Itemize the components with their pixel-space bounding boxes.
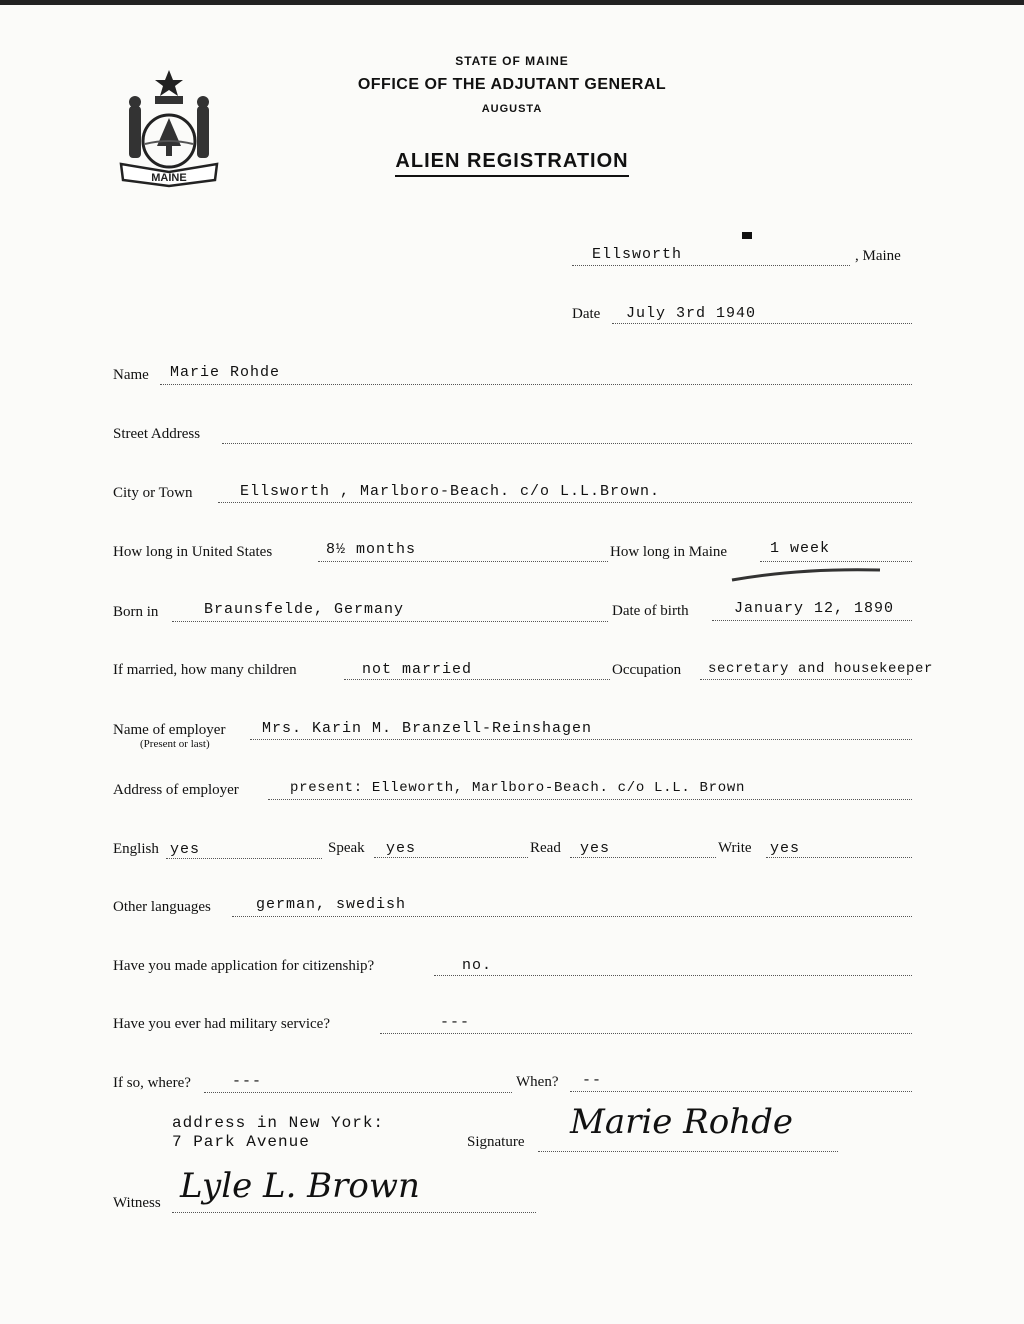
citizenship-label: Have you made application for citizenship? xyxy=(113,958,375,974)
employer-value[interactable]: Mrs. Karin M. Branzell-Reinshagen xyxy=(262,720,593,737)
speak-value[interactable]: yes xyxy=(386,840,417,857)
ink-mark xyxy=(742,232,752,239)
citizenship-value[interactable]: no. xyxy=(462,957,493,974)
write-label: Write xyxy=(718,840,752,856)
place-value[interactable]: Ellsworth xyxy=(592,246,683,263)
street-label: Street Address xyxy=(113,426,201,442)
maine-duration-label: How long in Maine xyxy=(610,544,728,560)
state-heading: STATE OF MAINE xyxy=(455,54,569,68)
city-heading: AUGUSTA xyxy=(481,103,543,115)
read-label: Read xyxy=(530,840,561,856)
witness-value: Lyle L. Brown xyxy=(180,1166,420,1206)
where-value[interactable]: --- xyxy=(232,1073,263,1090)
english-label: English xyxy=(113,841,159,857)
english-value[interactable]: yes xyxy=(170,841,201,858)
military-value[interactable]: --- xyxy=(440,1014,471,1031)
scan-border xyxy=(0,0,1024,5)
name-value[interactable]: Marie Rohde xyxy=(170,364,281,381)
employer-sublabel: (Present or last) xyxy=(140,738,210,750)
office-heading: OFFICE OF THE ADJUTANT GENERAL xyxy=(357,76,667,93)
form-title: ALIEN REGISTRATION xyxy=(395,150,628,177)
write-value[interactable]: yes xyxy=(770,840,801,857)
city-label: City or Town xyxy=(113,485,193,501)
signature-value: Marie Rohde xyxy=(570,1102,793,1142)
dob-value[interactable]: January 12, 1890 xyxy=(734,600,895,617)
employer-address-label: Address of employer xyxy=(113,782,239,798)
children-value[interactable]: not married xyxy=(362,661,473,678)
speak-label: Speak xyxy=(328,840,365,856)
signature-label: Signature xyxy=(467,1134,525,1150)
title-wrap xyxy=(0,150,1024,173)
other-languages-label: Other languages xyxy=(113,899,211,915)
ny-address-line2: 7 Park Avenue xyxy=(172,1133,310,1151)
read-value[interactable]: yes xyxy=(580,840,611,857)
when-value[interactable]: -- xyxy=(582,1072,603,1089)
svg-text:MAINE: MAINE xyxy=(151,172,187,184)
children-label: If married, how many children xyxy=(113,662,297,678)
where-label: If so, where? xyxy=(113,1075,191,1091)
place-suffix: , Maine xyxy=(855,248,901,264)
date-label: Date xyxy=(572,306,601,322)
city-value[interactable]: Ellsworth , Marlboro-Beach. c/o L.L.Brown. xyxy=(240,483,661,500)
us-duration-value[interactable]: 8½ months xyxy=(326,541,417,558)
other-languages-value[interactable]: german, swedish xyxy=(256,896,407,913)
us-duration-label: How long in United States xyxy=(113,544,273,560)
date-value[interactable]: July 3rd 1940 xyxy=(626,305,757,322)
dob-label: Date of birth xyxy=(612,603,689,619)
occupation-value[interactable]: secretary and housekeeper xyxy=(708,661,934,677)
military-label: Have you ever had military service? xyxy=(113,1016,330,1032)
occupation-label: Occupation xyxy=(612,662,682,678)
born-in-label: Born in xyxy=(113,604,159,620)
name-label: Name xyxy=(113,367,149,383)
born-in-value[interactable]: Braunsfelde, Germany xyxy=(204,601,405,618)
employer-address-value[interactable]: present: Elleworth, Marlboro-Beach. c/o L.L. Brown xyxy=(290,780,746,796)
ny-address-line1: address in New York: xyxy=(172,1114,385,1132)
witness-label: Witness xyxy=(113,1195,161,1211)
when-label: When? xyxy=(516,1074,559,1090)
maine-duration-value[interactable]: 1 week xyxy=(770,540,831,557)
pen-stroke xyxy=(730,566,882,584)
employer-label: Name of employer xyxy=(113,722,226,738)
